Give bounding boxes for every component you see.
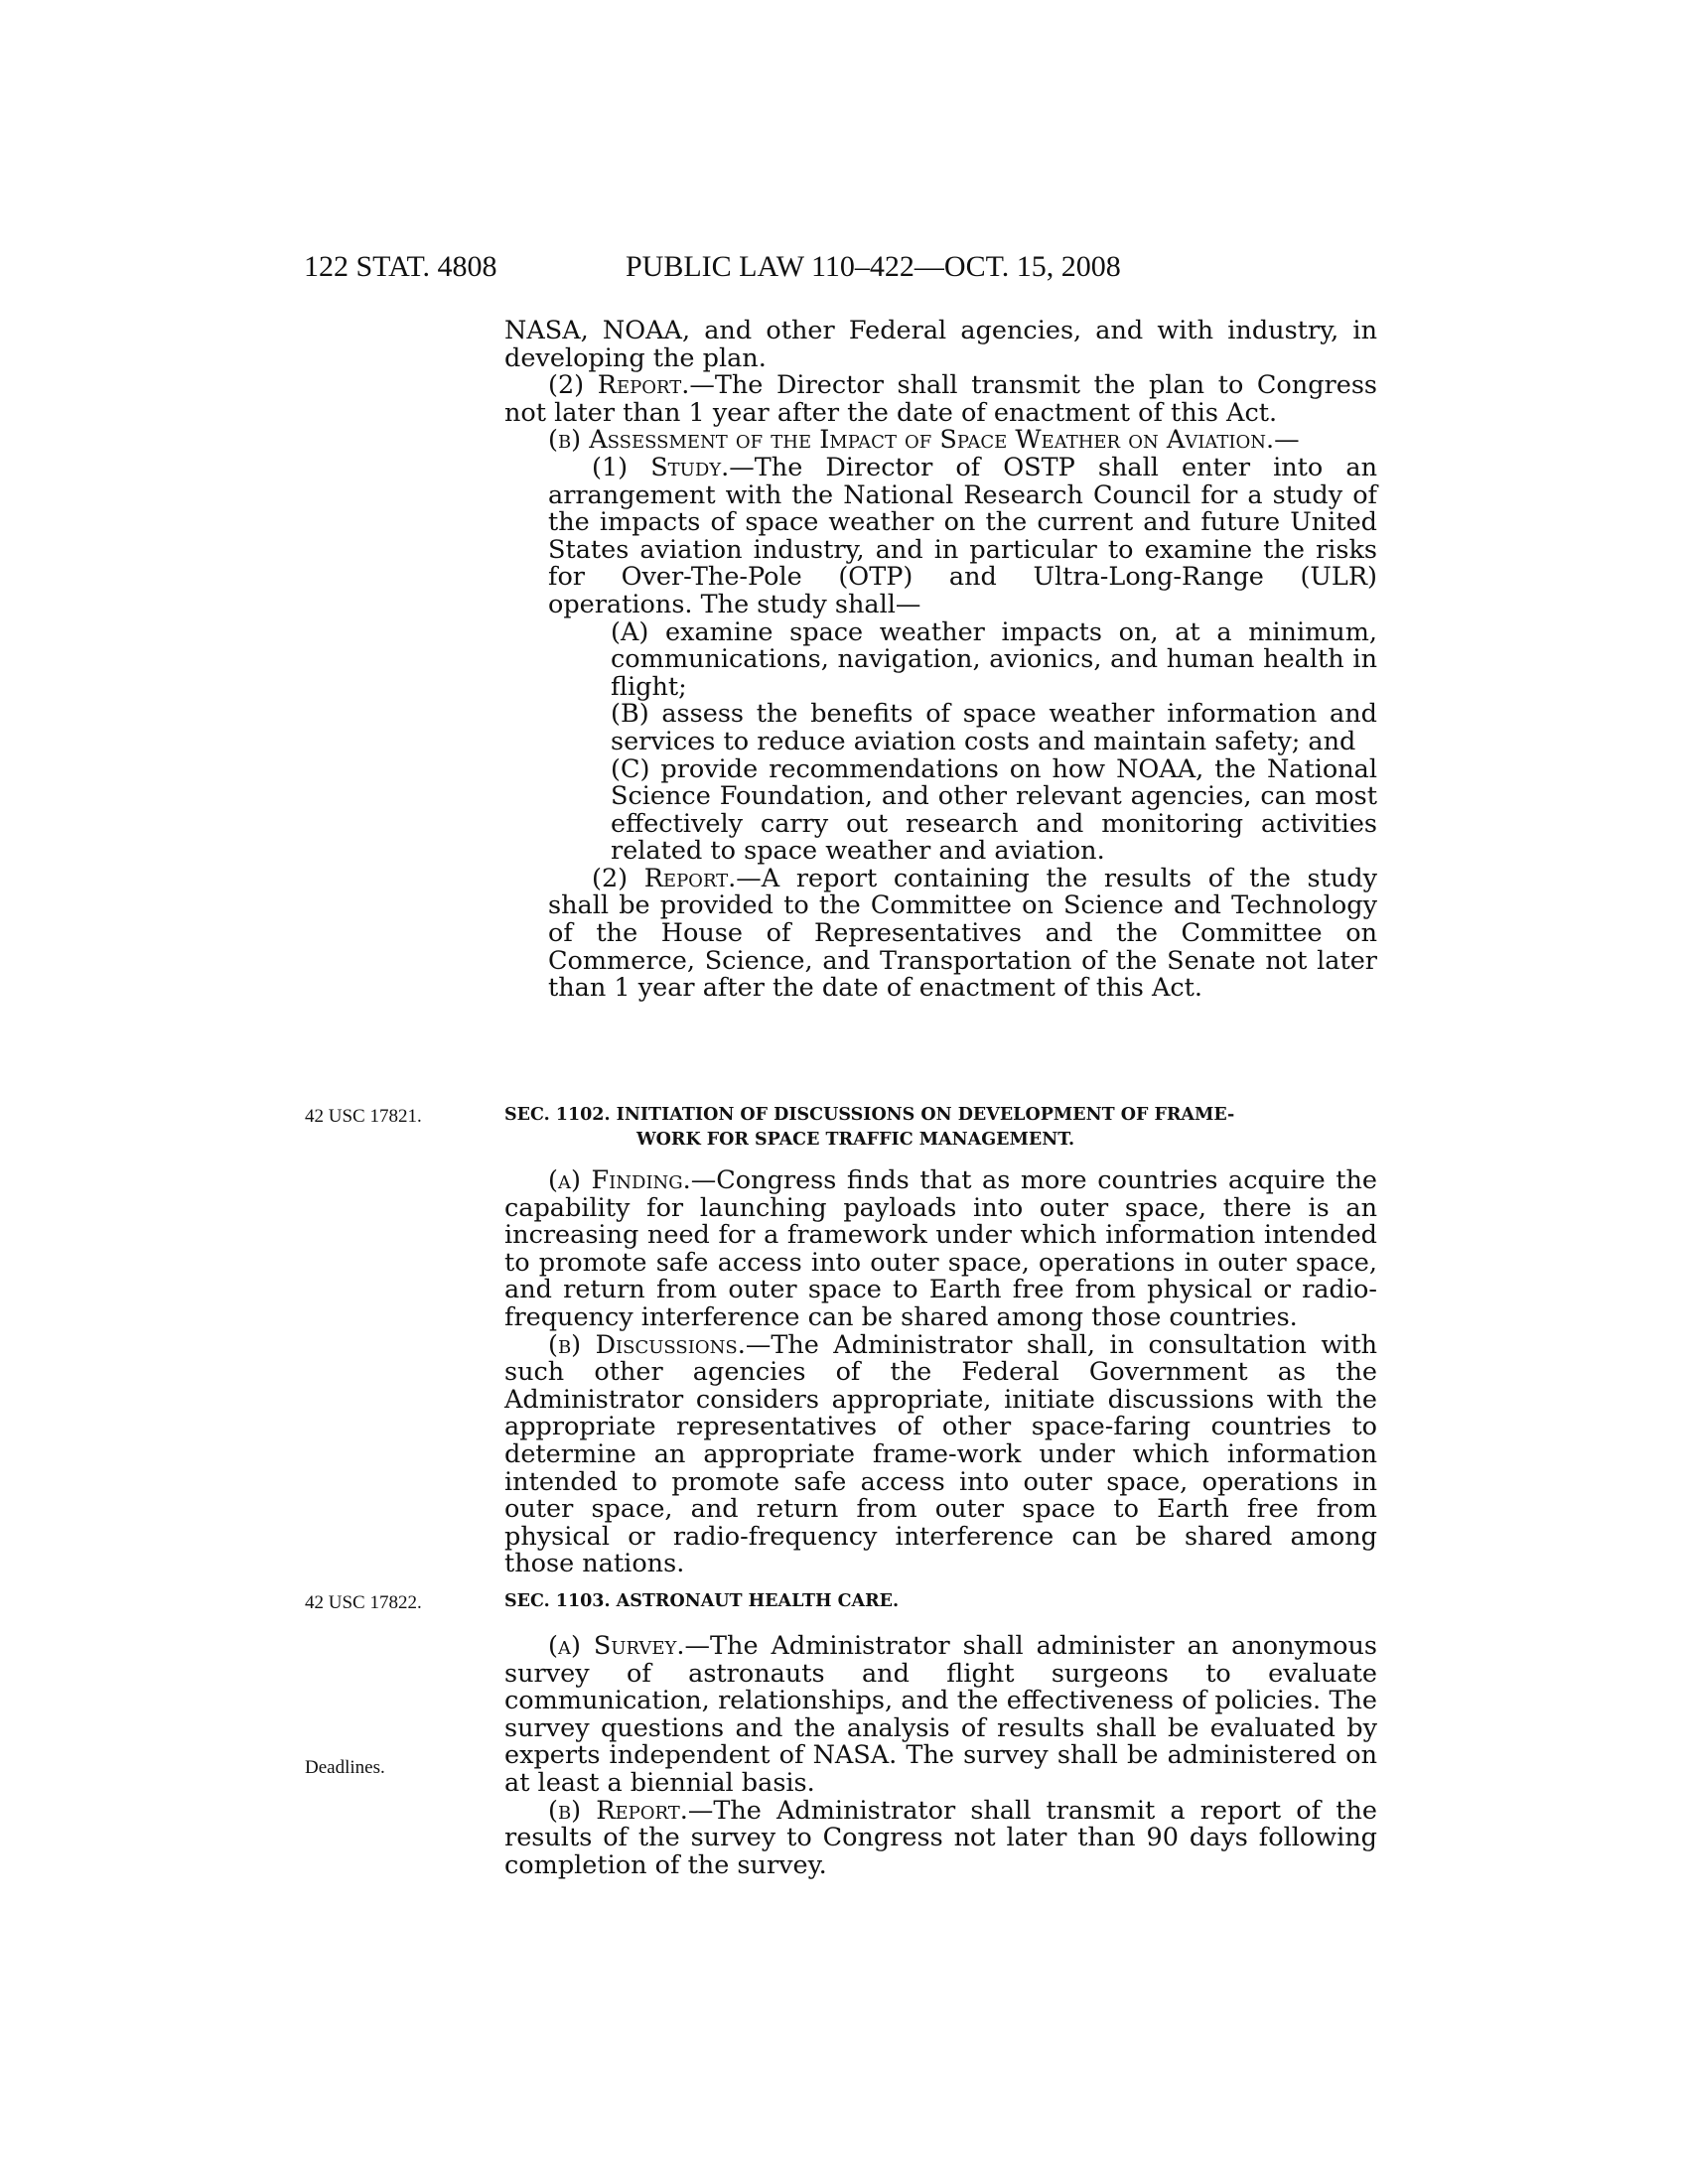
heading-1103-b-report: (b) Report. <box>548 1795 688 1826</box>
margin-note-deadlines: Deadlines. <box>305 1757 385 1778</box>
page-stat-reference: 122 STAT. 4808 <box>304 250 497 283</box>
heading-1103-a-survey: (a) Survey. <box>548 1631 685 1661</box>
section-1103-title: SEC. 1103. ASTRONAUT HEALTH CARE. <box>504 1591 900 1611</box>
paragraph-1103-b-report <box>504 1795 1377 1880</box>
running-header-title: PUBLIC LAW 110–422—OCT. 15, 2008 <box>626 250 1121 283</box>
subparagraph-A <box>504 616 1377 702</box>
heading-b-assessment-text: (b) Assessment of the Impact of Space Weather on Aviation. <box>548 425 1275 456</box>
text-A: (A) examine space weather impacts on, at a minimum, communications, navigation, avionics, and human health in flight; <box>611 616 1377 702</box>
section-1102-title-line2: WORK FOR SPACE TRAFFIC MANAGEMENT. <box>636 1130 1075 1150</box>
paragraph-1103-a-survey <box>504 1633 1377 1798</box>
heading-1102-a-finding: (a) Finding. <box>548 1165 691 1195</box>
text-b1-study: —The Director of OSTP shall enter into an arrangement with the National Research Council for a study of the impacts of space weather on the current and future United States aviation industry, and in particular to examine the risks for Over-The-Pole (OTP) and Ultra-Long-Range (ULR) operations. The study shall— <box>548 452 1377 619</box>
text-1102-b-discussions: —The Administrator shall, in consultation with such other agencies of the Federal Government as the Administrator considers appropriate, initiate discussions with the appropriate representatives of other space-faring countries to determine an appropriate frame-work under which information intended to promote safe access into outer space, operations in outer space, and return from outer space to Earth free from physical or radio-frequency interference can be shared among those nations. <box>504 1329 1377 1579</box>
text-1102-a-finding: —Congress finds that as more countries acquire the capability for launching payloads into outer space, there is an increasing need for a framework under which information intended to promote safe access into outer space, operations in outer space, and return from outer space to Earth free from physical or radio-frequency interference can be shared among those countries. <box>504 1165 1377 1332</box>
margin-note-usc-17821: 42 USC 17821. <box>305 1106 422 1127</box>
section-1101-continuation <box>504 318 1377 1003</box>
section-1102-title-line1: SEC. 1102. INITIATION OF DISCUSSIONS ON DEVELOPMENT OF FRAME- <box>504 1105 1235 1125</box>
margin-note-usc-17822: 42 USC 17822. <box>305 1592 422 1613</box>
heading-b2-report: (2) Report. <box>592 863 737 893</box>
text-1103-b-report: —The Administrator shall transmit a report of the results of the survey to Congress not later than 90 days following completion of the survey. <box>504 1795 1377 1880</box>
heading-b-dash: — <box>1274 425 1300 456</box>
paragraph-1102-b-discussions <box>504 1329 1377 1579</box>
text-1103-a-survey: —The Administrator shall administer an anonymous survey of astronauts and flight surgeons to evaluate communication, relationships, and the effectiveness of policies. The survey questions and the analysis of results shall be evaluated by experts independent of NASA. The survey shall be administered on at least a biennial basis. <box>504 1631 1377 1798</box>
section-1102-body <box>504 1167 1377 1578</box>
subparagraph-C <box>504 753 1377 867</box>
paragraph-b1-study <box>504 452 1377 619</box>
text-C: (C) provide recommendations on how NOAA, the National Science Foundation, and other relevant agencies, can most effectively carry out research and monitoring activities related to space weather and aviation. <box>611 753 1377 867</box>
paragraph-1102-a-finding <box>504 1167 1377 1332</box>
paragraph-continuation: NASA, NOAA, and other Federal agencies, and with industry, in developing the plan. <box>504 316 1377 373</box>
section-1103-body <box>504 1633 1377 1879</box>
section-1102-title <box>504 1103 1377 1153</box>
text-a2-report: —The Director shall transmit the plan to Congress not later than 1 year after the date of enactment of this Act. <box>504 370 1377 428</box>
paragraph-a2-report <box>504 372 1377 427</box>
text-b2-report: —A report containing the results of the study shall be provided to the Committee on Science and Technology of the House of Representatives and the Committee on Commerce, Science, and Transportation of the Senate not later than 1 year after the date of enactment of this Act. <box>548 863 1377 1004</box>
paragraph-b2-report <box>504 863 1377 1004</box>
heading-1102-b-discussions: (b) Discussions. <box>548 1329 746 1360</box>
heading-b-assessment <box>504 427 1377 455</box>
heading-a2-report: (2) Report. <box>548 370 690 401</box>
subparagraph-B <box>504 701 1377 755</box>
text-B: (B) assess the benefits of space weather information and services to reduce aviation costs and maintain safety; and <box>611 699 1377 756</box>
heading-b1-study: (1) Study. <box>592 452 730 482</box>
